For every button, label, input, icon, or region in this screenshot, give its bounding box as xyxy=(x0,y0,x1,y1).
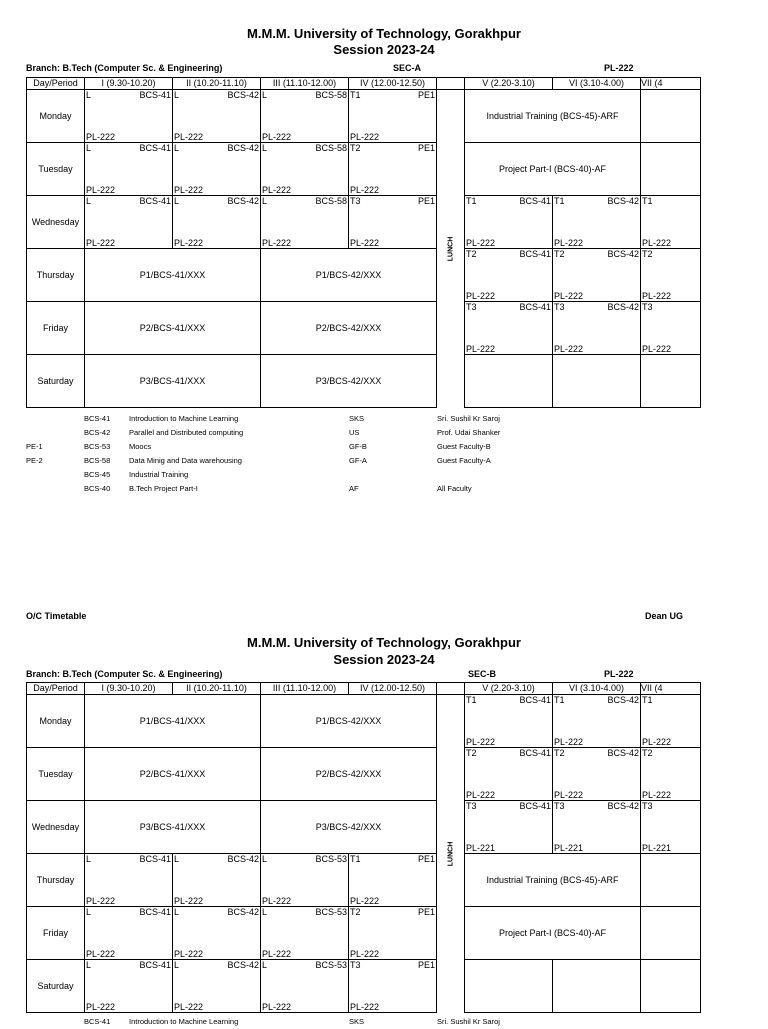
slot-practical: P2/BCS-41/XXX xyxy=(85,302,261,355)
day-friday: Friday xyxy=(27,302,85,355)
slot-cell: L BCS-41 PL-222 xyxy=(86,90,171,142)
slot-cell xyxy=(553,960,641,1013)
slot-cell: T1 BCS-41 PL-222 xyxy=(466,695,551,747)
legend-row: PE-2 BCS-58 Data Minig and Data warehousing GF-A Guest Faculty-A xyxy=(26,456,491,465)
slot-cell: T1 BCS-42 PL-222 xyxy=(554,695,639,747)
slot-cell xyxy=(641,854,701,907)
subject-legend xyxy=(26,412,726,496)
slot-cell: L BCS-42 PL-222 xyxy=(174,907,259,959)
slot-cell: L BCS-53 PL-222 xyxy=(262,907,347,959)
slot-cell: T3 PE1 PL-222 xyxy=(350,196,435,248)
slot-cell: T3 BCS-41 PL-222 xyxy=(466,302,551,354)
slot-cell: L BCS-42 PL-222 xyxy=(174,90,259,142)
header-period-5: V (2.20-3.10) xyxy=(465,78,553,90)
session-title: Session 2023-24 xyxy=(333,42,435,57)
slot-cell: T3 PL-222 xyxy=(641,302,701,355)
slot-practical: P3/BCS-42/XXX xyxy=(261,801,437,854)
subject-legend xyxy=(26,1015,726,1029)
slot-practical: P1/BCS-42/XXX xyxy=(261,249,437,302)
slot-cell: T2 PL-222 xyxy=(641,748,701,801)
slot-cell: T1 BCS-42 PL-222 xyxy=(554,196,639,248)
legend-row: BCS-40 B.Tech Project Part-I AF All Faculty xyxy=(84,484,472,493)
day-saturday: Saturday xyxy=(27,960,85,1013)
slot-cell: L BCS-41 PL-222 xyxy=(86,143,171,195)
slot-cell: T1 PE1 PL-222 xyxy=(350,854,435,906)
slot-cell: T3 PL-221 xyxy=(641,801,701,854)
slot-cell: L BCS-58 PL-222 xyxy=(262,143,347,195)
branch-label: Branch: B.Tech (Computer Sc. & Engineering) xyxy=(26,63,223,73)
room-label: PL-222 xyxy=(604,669,634,679)
session-title: Session 2023-24 xyxy=(333,652,435,667)
slot-cell: T1 BCS-41 PL-222 xyxy=(466,196,551,248)
slot-cell: L BCS-42 PL-222 xyxy=(174,143,259,195)
slot-cell: L BCS-58 PL-222 xyxy=(262,90,347,142)
day-saturday: Saturday xyxy=(27,355,85,408)
header-period-7: VII (4 xyxy=(641,78,701,90)
slot-cell xyxy=(641,355,701,408)
slot-cell: T2 BCS-41 PL-222 xyxy=(466,249,551,301)
slot-cell: L BCS-53 PL-222 xyxy=(262,854,347,906)
slot-cell: L BCS-42 PL-222 xyxy=(174,960,259,1012)
slot-industrial-training: Industrial Training (BCS-45)-ARF xyxy=(465,90,641,143)
legend-row: PE-1 BCS-53 Moocs GF-B Guest Faculty-B xyxy=(26,442,491,451)
lunch-column: LUNCH xyxy=(437,695,465,1013)
header-day-period: Day/Period xyxy=(27,683,85,695)
lunch-column: LUNCH xyxy=(437,90,465,408)
slot-practical: P3/BCS-41/XXX xyxy=(85,801,261,854)
slot-cell: T2 BCS-42 PL-222 xyxy=(554,249,639,301)
slot-cell: L BCS-58 PL-222 xyxy=(262,196,347,248)
legend-row: BCS-41 Introduction to Machine Learning SKS Sri. Sushil Kr Saroj xyxy=(84,1017,500,1026)
slot-cell: T3 BCS-41 PL-221 xyxy=(466,801,551,853)
legend-row: BCS-42 Parallel and Distributed computing US Prof. Udai Shanker xyxy=(84,428,501,437)
slot-cell xyxy=(641,907,701,960)
slot-cell: T1 PL-222 xyxy=(641,695,701,748)
slot-project: Project Part-I (BCS-40)-AF xyxy=(465,907,641,960)
day-tuesday: Tuesday xyxy=(27,143,85,196)
slot-cell xyxy=(465,960,553,1013)
slot-cell: L BCS-42 PL-222 xyxy=(174,854,259,906)
legend-row: BCS-41 Introduction to Machine Learning SKS Sri. Sushil Kr Saroj xyxy=(84,414,500,423)
slot-practical: P2/BCS-41/XXX xyxy=(85,748,261,801)
slot-cell: L BCS-41 PL-222 xyxy=(86,196,171,248)
slot-practical: P3/BCS-41/XXX xyxy=(85,355,261,408)
timetable-grid xyxy=(26,682,701,1013)
slot-cell: L BCS-53 PL-222 xyxy=(262,960,347,1012)
slot-cell: T3 BCS-42 PL-221 xyxy=(554,801,639,853)
slot-practical: P1/BCS-41/XXX xyxy=(85,695,261,748)
slot-cell xyxy=(641,960,701,1013)
legend-row: BCS-45 Industrial Training xyxy=(84,470,189,479)
header-period-1: I (9.30-10.20) xyxy=(85,78,173,90)
slot-practical: P2/BCS-42/XXX xyxy=(261,748,437,801)
header-period-2: II (10.20-11.10) xyxy=(173,78,261,90)
day-wednesday: Wednesday xyxy=(27,196,85,249)
header-period-1: I (9.30-10.20) xyxy=(85,683,173,695)
branch-label: Branch: B.Tech (Computer Sc. & Engineering) xyxy=(26,669,223,679)
header-period-5: V (2.20-3.10) xyxy=(465,683,553,695)
slot-cell: T2 BCS-41 PL-222 xyxy=(466,748,551,800)
slot-cell: T3 PE1 PL-222 xyxy=(350,960,435,1012)
timetable-section-b xyxy=(0,610,768,1024)
slot-practical: P1/BCS-42/XXX xyxy=(261,695,437,748)
day-thursday: Thursday xyxy=(27,854,85,907)
slot-industrial-training: Industrial Training (BCS-45)-ARF xyxy=(465,854,641,907)
slot-cell: T3 BCS-42 PL-222 xyxy=(554,302,639,354)
slot-cell: T2 PE1 PL-222 xyxy=(350,907,435,959)
timetable-grid xyxy=(26,77,701,408)
slot-cell xyxy=(641,90,701,143)
footer-oc-timetable: O/C Timetable xyxy=(26,611,87,621)
day-wednesday: Wednesday xyxy=(27,801,85,854)
slot-practical: P2/BCS-42/XXX xyxy=(261,302,437,355)
day-monday: Monday xyxy=(27,90,85,143)
slot-cell: T2 PE1 PL-222 xyxy=(350,143,435,195)
slot-cell: L BCS-41 PL-222 xyxy=(86,907,171,959)
day-friday: Friday xyxy=(27,907,85,960)
day-tuesday: Tuesday xyxy=(27,748,85,801)
header-period-7: VII (4 xyxy=(641,683,701,695)
university-title: M.M.M. University of Technology, Gorakhpur xyxy=(247,635,521,650)
university-title: M.M.M. University of Technology, Gorakhpur xyxy=(247,26,521,41)
header-day-period: Day/Period xyxy=(27,78,85,90)
header-period-3: III (11.10-12.00) xyxy=(261,78,349,90)
slot-cell: T1 PE1 PL-222 xyxy=(350,90,435,142)
slot-cell: T2 PL-222 xyxy=(641,249,701,302)
day-thursday: Thursday xyxy=(27,249,85,302)
slot-cell: L BCS-42 PL-222 xyxy=(174,196,259,248)
header-period-3: III (11.10-12.00) xyxy=(261,683,349,695)
header-period-6: VI (3.10-4.00) xyxy=(553,683,641,695)
header-period-4: IV (12.00-12.50) xyxy=(349,78,437,90)
slot-project: Project Part-I (BCS-40)-AF xyxy=(465,143,641,196)
section-label: SEC-A xyxy=(393,63,422,73)
header-lunch-blank xyxy=(437,78,465,90)
slot-practical: P3/BCS-42/XXX xyxy=(261,355,437,408)
slot-cell: T2 BCS-42 PL-222 xyxy=(554,748,639,800)
day-monday: Monday xyxy=(27,695,85,748)
slot-cell xyxy=(465,355,553,408)
header-period-6: VI (3.10-4.00) xyxy=(553,78,641,90)
slot-cell: T1 PL-222 xyxy=(641,196,701,249)
footer-dean: Dean UG xyxy=(645,611,684,621)
room-label: PL-222 xyxy=(604,63,634,73)
slot-cell: L BCS-41 PL-222 xyxy=(86,960,171,1012)
slot-cell xyxy=(641,143,701,196)
slot-cell: L BCS-41 PL-222 xyxy=(86,854,171,906)
section-label: SEC-B xyxy=(468,669,497,679)
slot-cell xyxy=(553,355,641,408)
header-lunch-blank xyxy=(437,683,465,695)
slot-practical: P1/BCS-41/XXX xyxy=(85,249,261,302)
header-period-2: II (10.20-11.10) xyxy=(173,683,261,695)
header-period-4: IV (12.00-12.50) xyxy=(349,683,437,695)
